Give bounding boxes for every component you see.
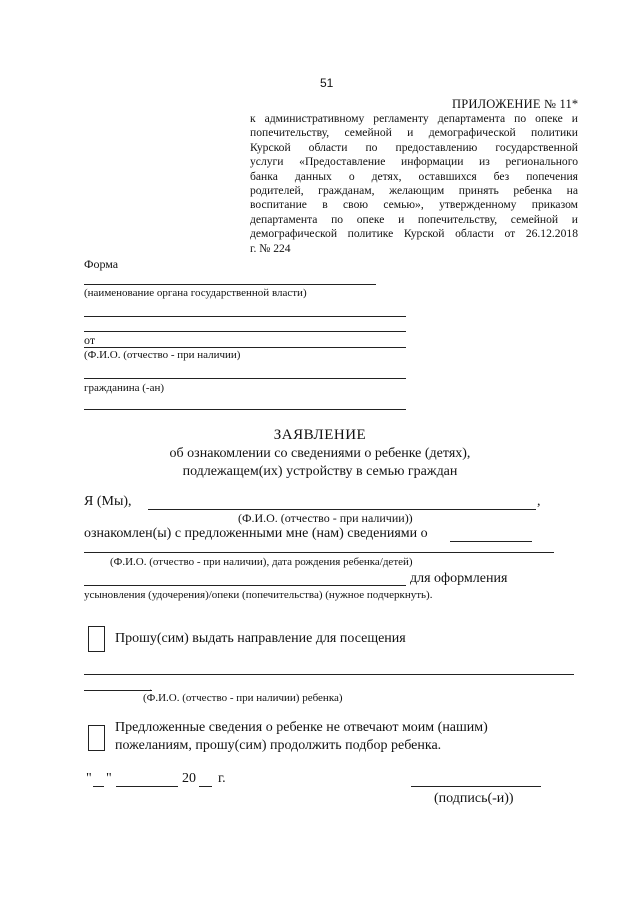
appendix-line: родителей, гражданам, желающим принять ребенка на [250, 183, 578, 197]
fio-line[interactable] [84, 378, 406, 379]
page-number: 51 [320, 76, 334, 90]
for-processing-text: для оформления [410, 571, 508, 586]
statement-subtitle-1: об ознакомлении со сведениями о ребенке (детях), [169, 446, 471, 461]
date-month-field[interactable] [116, 786, 178, 787]
form-label: Форма [84, 257, 119, 271]
applicant-fio-caption: (Ф.И.О. (отчество - при наличии)) [238, 511, 413, 525]
visit-referral-checkbox[interactable] [88, 626, 105, 652]
date-quote-close: " [106, 771, 112, 786]
appendix-line: услуги «Предоставление информации из регионального [250, 155, 578, 169]
authority-line-3[interactable] [84, 331, 406, 332]
signature-field[interactable] [411, 786, 541, 787]
i-we-label: Я (Мы), [84, 494, 132, 509]
from-label: от [84, 333, 96, 347]
from-fio-caption: (Ф.И.О. (отчество - при наличии) [84, 349, 241, 361]
citizen-caption: гражданина (-ан) [84, 382, 165, 394]
dot: . [149, 680, 152, 694]
appendix-line: попечительству, семейной и демографической политики [250, 126, 578, 140]
appendix-line: демографической политике Курской области от 26.12.2018 [250, 227, 578, 241]
adoption-text: усыновления (удочерения)/опеки (попечительства) (нужное подчеркнуть). [84, 589, 433, 601]
signature-caption: (подпись(-и)) [434, 791, 514, 806]
comma: , [537, 494, 541, 509]
appendix-line: банка данных о детях, оставшихся без попечения [250, 169, 578, 183]
acquainted-field[interactable] [450, 541, 532, 542]
appendix-line: департамента по опеке и попечительству, семейной и [250, 212, 578, 226]
appendix-line: воспитание в свою семью», утвержденному приказом [250, 198, 578, 212]
visit-referral-text: Прошу(сим) выдать направление для посещения [115, 631, 406, 646]
appendix-title: ПРИЛОЖЕНИЕ № 11* [452, 97, 579, 111]
date-year-prefix: 20 [182, 771, 196, 786]
date-year-field[interactable] [199, 786, 212, 787]
appendix-body [250, 112, 578, 256]
authority-line-2[interactable] [84, 316, 406, 317]
continue-search-checkbox[interactable] [88, 725, 105, 751]
appendix-line: г. № 224 [250, 241, 291, 255]
authority-line[interactable] [84, 284, 376, 285]
child-info-line[interactable] [84, 552, 554, 553]
child-fio-caption: (Ф.И.О. (отчество - при наличии) ребенка) [143, 692, 343, 704]
child-info-line-2[interactable] [84, 585, 406, 586]
statement-subtitle-2: подлежащем(их) устройству в семью граждан [182, 464, 458, 479]
applicant-name-field[interactable] [148, 509, 536, 510]
continue-search-line-2: пожеланиям, прошу(сим) продолжить подбор ребенка. [115, 738, 442, 753]
statement-title: ЗАЯВЛЕНИЕ [273, 427, 367, 443]
from-line[interactable] [84, 347, 406, 348]
continue-search-line-1: Предложенные сведения о ребенке не отвечают моим (нашим) [115, 720, 488, 735]
child-info-caption: (Ф.И.О. (отчество - при наличии), дата рождения ребенка/детей) [110, 556, 413, 568]
citizen-line[interactable] [84, 409, 406, 410]
date-suffix: г. [218, 771, 226, 786]
acquainted-text: ознакомлен(ы) с предложенными мне (нам) сведениями о [84, 526, 428, 541]
visit-referral-line[interactable] [84, 674, 574, 675]
date-day-field[interactable] [93, 786, 104, 787]
authority-caption: (наименование органа государственной власти) [84, 287, 307, 299]
visit-referral-line-2[interactable] [84, 690, 152, 691]
date-quote-open: " [86, 771, 92, 786]
appendix-line: к административному регламенту департамента по опеке и [250, 112, 578, 125]
appendix-line: Курской области по предоставлению государственной [250, 140, 578, 154]
